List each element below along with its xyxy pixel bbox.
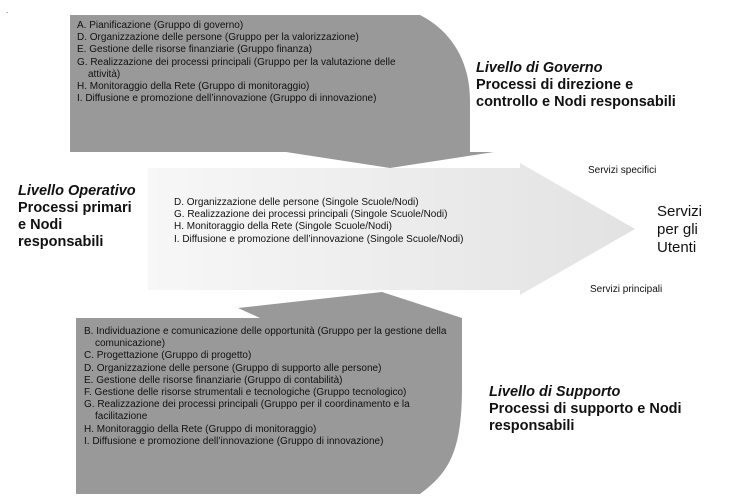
governance-level-label [476,60,696,111]
support-item: E. Gestione delle risorse finanziarie (Gruppo di contabilità) [84,374,343,386]
governance-item: H. Monitoraggio della Rete (Gruppo di monitoraggio) [77,81,310,93]
governance-level-desc: Processi di direzione e controllo e Nodi responsabili [476,77,676,110]
governance-item: A. Pianificazione (Gruppo di governo) [77,20,244,31]
operational-item: G. Realizzazione dei processi principali (Singole Scuole/Nodi) [174,209,448,221]
support-item: G. Realizzazione dei processi principali (Gruppo per il coordinamento e la facilitazione [84,399,410,423]
governance-list [77,20,417,105]
governance-item: D. Organizzazione delle persone (Gruppo per la valorizzazione) [77,32,359,44]
support-item: I. Diffusione e promozione dell’innovazione (Gruppo di innovazione) [84,435,384,447]
support-list [84,326,454,448]
support-item: C. Progettazione (Gruppo di progetto) [84,350,252,362]
operational-item: D. Organizzazione delle persone (Singole Scuole/Nodi) [174,197,419,208]
governance-item: E. Gestione delle risorse finanziarie (Gruppo finanza) [77,44,313,56]
support-item: B. Individuazione e comunicazione delle opportunità (Gruppo per la gestione della comunicazione) [84,326,447,350]
operational-level-title: Livello Operativo [18,183,136,199]
governance-item: G. Realizzazione dei processi principali (Gruppo per la valutazione delle attività) [77,56,396,80]
governance-level-title: Livello di Governo [476,60,603,76]
operational-level-label [18,183,138,251]
support-item: H. Monitoraggio della Rete (Gruppo di monitoraggio) [84,423,317,435]
operational-list [174,197,514,246]
corner-mark: . [6,6,9,15]
output-specific: Servizi specifici [588,165,657,176]
governance-item: I. Diffusione e promozione dell’innovazione (Gruppo di innovazione) [77,93,377,105]
output-main: Servizi principali [590,284,663,295]
support-item: F. Gestione delle risorse strumentali e tecnologiche (Gruppo tecnologico) [84,387,407,399]
support-item: D. Organizzazione delle persone (Gruppo di supporto alle persone) [84,362,382,374]
support-level-desc: Processi di supporto e Nodi responsabili [489,401,682,434]
operational-level-desc: Processi primari e Nodi responsabili [18,200,132,250]
output-target: Servizi per gli Utenti [657,203,703,256]
support-level-label [489,384,689,435]
operational-item: I. Diffusione e promozione dell’innovazione (Singole Scuole/Nodi) [174,233,464,245]
operational-item: H. Monitoraggio della Rete (Singole Scuole/Nodi) [174,221,392,233]
support-level-title: Livello di Supporto [489,384,621,400]
